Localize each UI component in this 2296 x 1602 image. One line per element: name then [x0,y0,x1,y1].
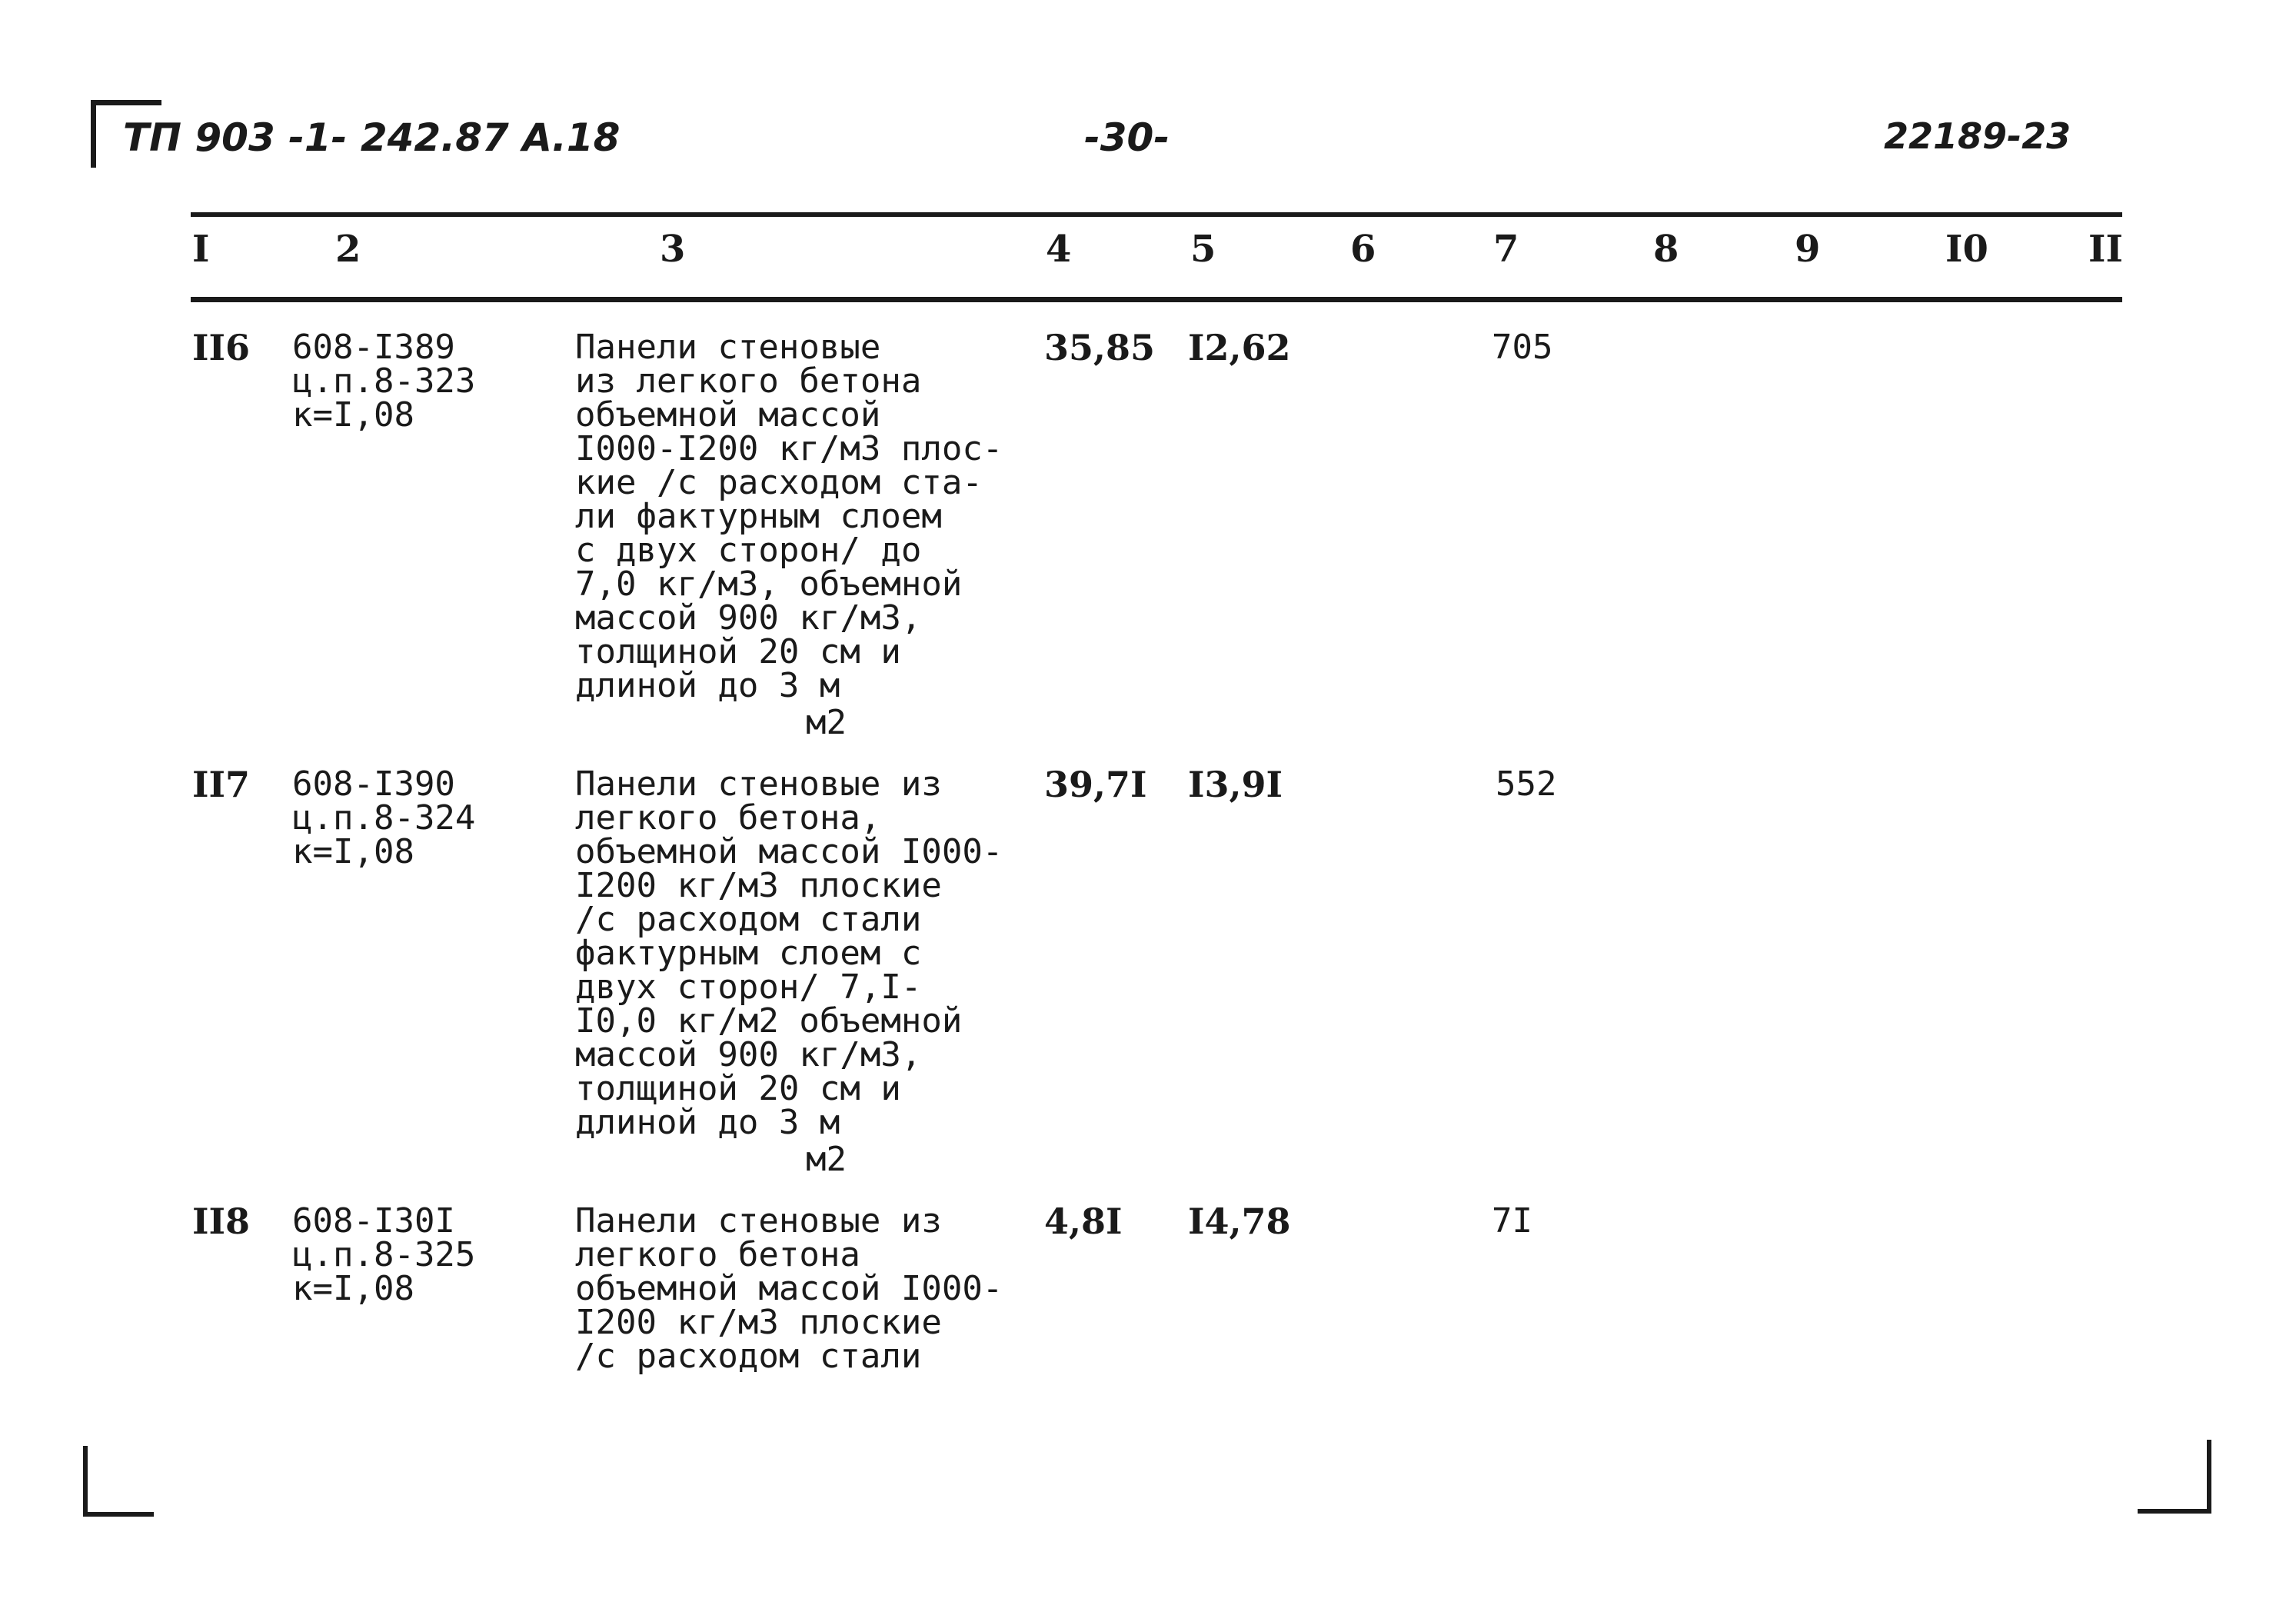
row-description-line: /с расходом стали [575,900,922,939]
row-description-line: толщиной 20 см и [575,1069,901,1108]
row-description-line: I200 кг/м3 плоские [575,1303,942,1342]
row-col4-value: 35,85 [1044,327,1156,368]
row-description-line: 7,0 кг/м3, объемной [575,565,963,604]
row-number: II7 [192,764,251,805]
corner-bracket-bottom-left [83,1446,88,1517]
corner-bracket-bottom-left-horizontal [83,1512,154,1517]
row-code-line: к=I,08 [292,1269,414,1308]
row-col7-value: 705 [1492,328,1553,367]
row-description-line: объемной массой I000- [575,832,1003,871]
row-description-line: ли фактурным слоем [575,497,942,536]
row-description-line: I200 кг/м3 плоские [575,866,942,905]
row-code-line: 608-I389 [292,328,455,367]
row-description-line: I0,0 кг/м2 объемной [575,1001,963,1041]
row-description-line: I000-I200 кг/м3 плос- [575,429,1003,468]
row-col5-value: I4,78 [1188,1201,1291,1242]
column-header-1: I [192,228,210,271]
page-number: -30- [1084,115,1170,160]
row-number: II6 [192,327,251,368]
row-description-line: массой 900 кг/м3, [575,598,922,638]
row-code-line: к=I,08 [292,832,414,871]
row-description-line: из легкого бетона [575,361,922,401]
column-header-10: I0 [1945,228,1988,271]
column-header-9: 9 [1795,228,1821,271]
row-col4-value: 4,8I [1044,1201,1123,1242]
document-code: ТП 903 -1- 242.87 А.18 [123,115,621,160]
table-header-rule [191,297,2122,302]
row-col5-value: I3,9I [1188,764,1283,805]
row-description-line: объемной массой [575,395,881,435]
row-number: II8 [192,1201,251,1242]
row-code-line: к=I,08 [292,395,414,435]
row-description-line: Панели стеновые [575,328,881,367]
column-header-8: 8 [1653,228,1679,271]
row-code-line: ц.п.8-324 [292,798,476,838]
row-description-line: массой 900 кг/м3, [575,1035,922,1074]
row-code-line: ц.п.8-325 [292,1235,476,1274]
table-top-rule [191,212,2122,217]
column-header-7: 7 [1493,228,1519,271]
corner-bracket-top-left-horizontal [91,100,161,105]
row-description-line: Панели стеновые из [575,764,942,804]
column-header-6: 6 [1350,228,1376,271]
row-description-line: двух сторон/ 7,I- [575,968,922,1007]
row-col7-value: 552 [1496,764,1557,804]
row-description-line: кие /с расходом ста- [575,463,983,502]
column-header-5: 5 [1190,228,1216,271]
column-header-4: 4 [1046,228,1072,271]
row-description-line: легкого бетона, [575,798,881,838]
row-col7-value: 7I [1492,1201,1532,1241]
corner-bracket-top-left [91,100,96,168]
row-code-line: 608-I30I [292,1201,455,1241]
row-col5-value: I2,62 [1188,327,1291,368]
row-description-line: толщиной 20 см и [575,632,901,671]
row-description-line: длиной до 3 м [575,1103,840,1142]
row-description-line: легкого бетона [575,1235,860,1274]
row-code-line: ц.п.8-323 [292,361,476,401]
row-unit: м2 [806,1140,847,1179]
column-header-3: 3 [660,228,686,271]
row-col4-value: 39,7I [1044,764,1147,805]
row-code-line: 608-I390 [292,764,455,804]
row-unit: м2 [806,703,847,742]
column-header-11: II [2088,228,2123,271]
row-description-line: фактурным слоем с [575,934,922,973]
row-description-line: длиной до 3 м [575,666,840,705]
corner-bracket-bottom-right-horizontal [2138,1509,2211,1514]
document-number: 22189-23 [1884,115,2071,157]
row-description-line: /с расходом стали [575,1337,922,1376]
corner-bracket-bottom-right [2207,1440,2211,1514]
row-description-line: Панели стеновые из [575,1201,942,1241]
row-description-line: объемной массой I000- [575,1269,1003,1308]
row-description-line: с двух сторон/ до [575,531,922,570]
column-header-2: 2 [335,228,361,271]
